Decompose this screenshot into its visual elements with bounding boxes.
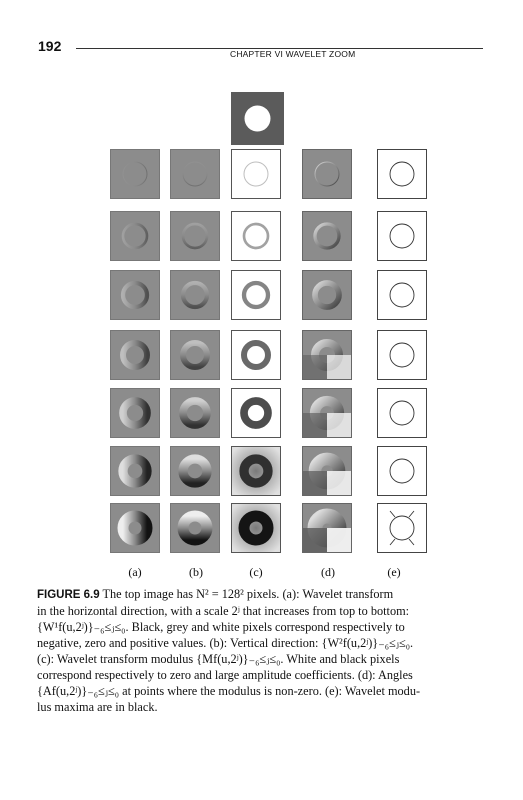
wavelet-tile-c-6 bbox=[231, 446, 281, 496]
wavelet-tile-b-3 bbox=[170, 270, 220, 320]
wavelet-tile-b-7 bbox=[170, 503, 220, 553]
figure-label: FIGURE 6.9 bbox=[37, 589, 100, 601]
wavelet-tile-a-7 bbox=[110, 503, 160, 553]
wavelet-tile-b-4 bbox=[170, 330, 220, 380]
wavelet-tile-e-6 bbox=[377, 446, 427, 496]
caption-line-8: lus maxima are in black. bbox=[37, 700, 158, 714]
figure-caption bbox=[37, 586, 485, 715]
top-image-disk bbox=[231, 92, 284, 145]
wavelet-tile-a-4 bbox=[110, 330, 160, 380]
caption-line-4: negative, zero and positive values. (b): Vertical direction: {W²f(u,2ʲ)}₋₆≤ⱼ≤₀. bbox=[37, 636, 414, 650]
wavelet-tile-c-7 bbox=[231, 503, 281, 553]
wavelet-tile-b-2 bbox=[170, 211, 220, 261]
wavelet-tile-b-6 bbox=[170, 446, 220, 496]
wavelet-tile-b-5 bbox=[170, 388, 220, 438]
wavelet-tile-d-1 bbox=[302, 149, 352, 199]
wavelet-tile-d-5 bbox=[302, 388, 352, 438]
column-label-d: (d) bbox=[321, 565, 335, 579]
caption-line-2: in the horizontal direction, with a scale 2ʲ that increases from top to bottom: bbox=[37, 604, 410, 618]
caption-line-5: (c): Wavelet transform modulus {Mf(u,2ʲ)}₋₆≤ⱼ≤₀. White and black pixels bbox=[37, 652, 400, 666]
wavelet-tile-a-1 bbox=[110, 149, 160, 199]
page-number: 192 bbox=[38, 38, 62, 54]
wavelet-tile-c-2 bbox=[231, 211, 281, 261]
wavelet-tile-d-7 bbox=[302, 503, 352, 553]
wavelet-tile-d-2 bbox=[302, 211, 352, 261]
wavelet-tile-a-3 bbox=[110, 270, 160, 320]
wavelet-tile-e-1 bbox=[377, 149, 427, 199]
caption-line-1: The top image has N² = 128² pixels. (a): Wavelet transform bbox=[102, 587, 394, 601]
wavelet-tile-d-4 bbox=[302, 330, 352, 380]
wavelet-tile-c-3 bbox=[231, 270, 281, 320]
wavelet-tile-d-6 bbox=[302, 446, 352, 496]
wavelet-tile-b-1 bbox=[170, 149, 220, 199]
wavelet-tile-e-4 bbox=[377, 330, 427, 380]
caption-line-7: {Af(u,2ʲ)}₋₆≤ⱼ≤₀ at points where the modulus is non-zero. (e): Wavelet modu- bbox=[37, 684, 421, 698]
caption-line-6: correspond respectively to zero and large amplitude coefficients. (d): Angles bbox=[37, 668, 413, 682]
column-label-b: (b) bbox=[189, 565, 203, 579]
wavelet-tile-e-3 bbox=[377, 270, 427, 320]
wavelet-tile-e-5 bbox=[377, 388, 427, 438]
wavelet-tile-c-5 bbox=[231, 388, 281, 438]
column-label-c: (c) bbox=[249, 565, 263, 579]
wavelet-tile-d-3 bbox=[302, 270, 352, 320]
wavelet-tile-a-2 bbox=[110, 211, 160, 261]
column-label-e: (e) bbox=[387, 565, 401, 579]
wavelet-tile-a-5 bbox=[110, 388, 160, 438]
wavelet-tile-e-2 bbox=[377, 211, 427, 261]
running-head: CHAPTER VI WAVELET ZOOM bbox=[230, 49, 356, 59]
wavelet-tile-c-1 bbox=[231, 149, 281, 199]
wavelet-tile-a-6 bbox=[110, 446, 160, 496]
caption-line-3: {W¹f(u,2ʲ)}₋₆≤ⱼ≤₀. Black, grey and white pixels correspond respectively to bbox=[37, 620, 405, 634]
column-label-a: (a) bbox=[128, 565, 142, 579]
wavelet-tile-c-4 bbox=[231, 330, 281, 380]
wavelet-tile-e-7 bbox=[377, 503, 427, 553]
